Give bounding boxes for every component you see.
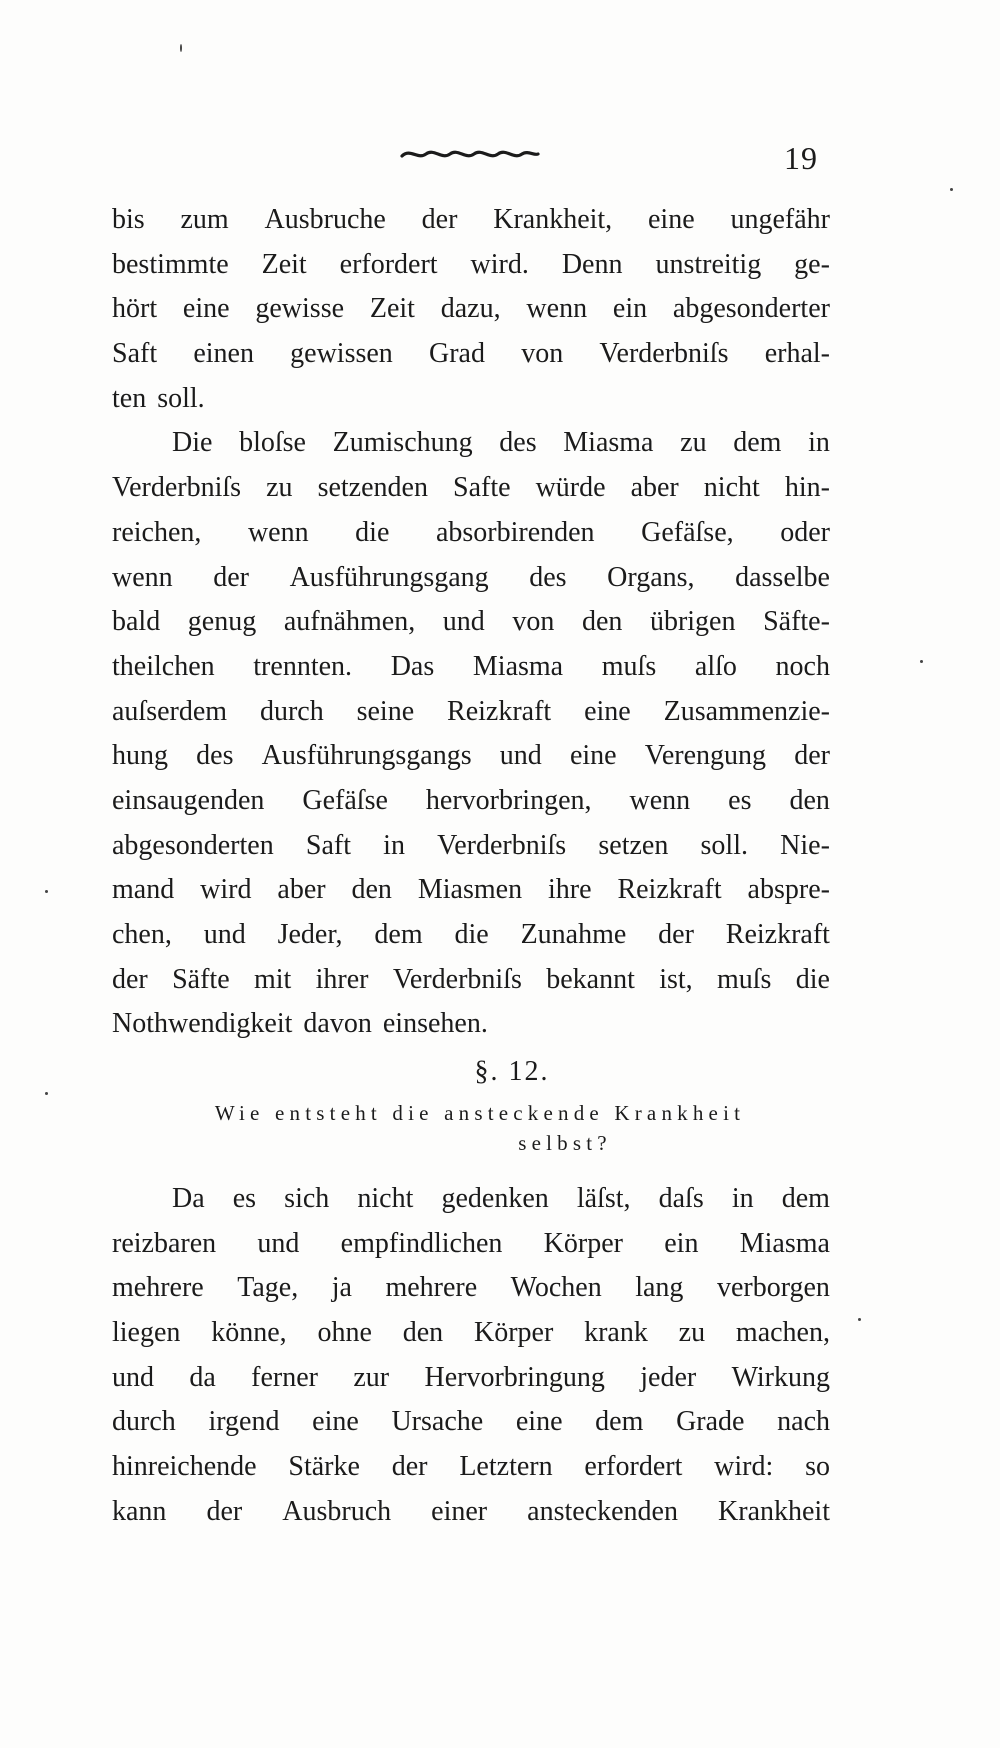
word: so xyxy=(805,1451,830,1483)
word: und xyxy=(203,919,246,950)
word: Organs, xyxy=(607,561,695,593)
word: Wochen xyxy=(510,1272,602,1304)
word: von xyxy=(521,338,564,370)
scan-speck xyxy=(180,44,182,52)
word: gedenken xyxy=(441,1183,549,1214)
word: wird: xyxy=(714,1451,774,1483)
word: trennten. xyxy=(253,650,353,682)
word: Gefäſse xyxy=(302,784,388,816)
word: des xyxy=(196,740,234,772)
word: Hervorbringung xyxy=(424,1361,605,1393)
text-line xyxy=(112,198,830,243)
word: mehrere xyxy=(385,1272,478,1304)
word: bekannt xyxy=(546,963,635,995)
word: zu xyxy=(678,1317,706,1349)
word: und xyxy=(442,606,485,638)
word: Tage, xyxy=(237,1272,299,1304)
scan-speck xyxy=(45,890,48,893)
word: Zeit xyxy=(261,248,307,280)
word: Zunahme xyxy=(520,919,627,950)
word: der xyxy=(658,919,694,950)
paragraph-block-bottom xyxy=(112,1177,830,1535)
word: die xyxy=(795,963,830,995)
word: verborgen xyxy=(716,1272,830,1304)
word: Säfte- xyxy=(763,606,830,638)
word: Miasmen xyxy=(417,874,523,906)
word: und xyxy=(499,740,542,772)
paragraph-block-top xyxy=(112,198,830,1047)
word: mit xyxy=(253,963,292,995)
word: eine xyxy=(515,1406,563,1438)
word: reichen, xyxy=(112,516,202,548)
word: und xyxy=(257,1227,300,1259)
text-line xyxy=(112,824,830,869)
word: ein xyxy=(664,1227,699,1259)
text-line xyxy=(112,1222,830,1267)
word: zum xyxy=(180,204,229,235)
word: mehrere xyxy=(112,1272,204,1304)
word: aber xyxy=(277,874,326,906)
word: hört xyxy=(112,293,158,325)
word: abgesonderter xyxy=(672,293,830,325)
word: ist, xyxy=(659,963,693,995)
word: Safte xyxy=(453,472,511,504)
scan-speck xyxy=(858,1318,861,1321)
word: da xyxy=(189,1361,216,1393)
word: einsehen. xyxy=(382,1008,488,1040)
word: zur xyxy=(353,1361,390,1393)
word: hin- xyxy=(784,472,830,504)
word: Grad xyxy=(429,338,485,370)
word: unstreitig xyxy=(655,248,762,280)
word: Säfte xyxy=(172,963,230,995)
word: chen, xyxy=(112,919,172,950)
word: es xyxy=(728,784,752,816)
word: nicht xyxy=(357,1183,414,1214)
word: nicht xyxy=(703,472,760,504)
word: setzen xyxy=(598,829,669,861)
text-line xyxy=(112,287,830,332)
word: davon xyxy=(303,1008,372,1040)
text-line xyxy=(112,958,830,1003)
word: Da xyxy=(172,1183,205,1214)
text-line xyxy=(112,421,830,466)
word: aber xyxy=(630,472,679,504)
word: ten xyxy=(112,382,147,414)
word: Nie- xyxy=(780,829,830,861)
word: Saft xyxy=(112,338,158,370)
word: seine xyxy=(356,695,415,727)
text-line xyxy=(112,645,830,690)
word: übrigen xyxy=(649,606,736,638)
word: muſs xyxy=(716,963,772,995)
word: muſs xyxy=(601,650,657,682)
text-line xyxy=(112,377,830,422)
word: ein xyxy=(612,293,648,325)
word: von xyxy=(512,606,555,638)
word: wenn xyxy=(629,784,691,816)
word: dazu, xyxy=(440,293,501,325)
word: soll. xyxy=(700,829,748,861)
section-title-line-2: selbst? xyxy=(518,1131,612,1155)
scan-speck xyxy=(45,1092,48,1095)
text-line xyxy=(112,466,830,511)
word: alſo xyxy=(694,650,737,682)
text-line xyxy=(112,868,830,913)
word: ja xyxy=(331,1272,352,1304)
word: dem xyxy=(781,1183,830,1214)
word: reizbaren xyxy=(112,1227,217,1259)
word: hinreichende xyxy=(112,1451,257,1483)
text-line xyxy=(112,243,830,288)
word: einsaugenden xyxy=(112,784,265,816)
word: gewisse xyxy=(255,293,345,325)
text-line xyxy=(112,779,830,824)
word: Jeder, xyxy=(277,919,343,950)
word: den xyxy=(351,874,392,906)
word: und xyxy=(112,1361,154,1393)
word: Grade xyxy=(676,1406,745,1438)
text-line xyxy=(112,1445,830,1490)
text-line xyxy=(112,600,830,645)
word: bestimmte xyxy=(112,248,229,280)
word: durch xyxy=(112,1406,176,1438)
word: Zusammenzie- xyxy=(663,695,830,727)
word: würde xyxy=(535,472,606,504)
word: wird. xyxy=(470,248,529,280)
word: theilchen xyxy=(112,650,215,682)
word: ansteckenden xyxy=(527,1495,678,1527)
word: Reizkraft xyxy=(447,695,552,727)
word: in xyxy=(731,1183,754,1214)
word: Saft xyxy=(305,829,351,861)
word: in xyxy=(808,427,830,459)
word: Verderbniſs xyxy=(112,472,242,504)
word: des xyxy=(529,561,567,593)
section-title-line-1: Wie entsteht die ansteckende Krankheit xyxy=(214,1101,746,1125)
text-line xyxy=(112,1356,830,1401)
word: bloſse xyxy=(239,427,306,459)
text-line xyxy=(112,734,830,779)
word: absorbirenden xyxy=(435,516,595,548)
ornament-rule xyxy=(400,146,540,162)
word: läſst, xyxy=(576,1183,631,1214)
word: ge- xyxy=(794,248,830,280)
word: Letztern xyxy=(459,1451,553,1483)
word: Krankheit xyxy=(718,1495,830,1527)
word: oder xyxy=(780,516,830,548)
text-line xyxy=(112,556,830,601)
text-line xyxy=(112,1177,830,1222)
word: kann xyxy=(112,1495,167,1527)
word: zu xyxy=(680,427,707,459)
text-line xyxy=(112,1400,830,1445)
word: eine xyxy=(312,1406,359,1438)
word: lang xyxy=(635,1272,684,1304)
text-line xyxy=(112,332,830,377)
word: setzenden xyxy=(317,472,428,504)
word: der xyxy=(206,1495,243,1527)
word: Miasma xyxy=(739,1227,830,1259)
word: den xyxy=(789,784,830,816)
text-line xyxy=(112,913,830,958)
word: noch xyxy=(775,650,830,682)
word: eine xyxy=(648,204,695,235)
word: einer xyxy=(431,1495,488,1527)
word: eine xyxy=(569,740,617,772)
word: zu xyxy=(266,472,293,504)
word: ihre xyxy=(548,874,592,906)
word: der xyxy=(391,1451,428,1483)
word: der xyxy=(213,561,249,593)
word: Das xyxy=(390,650,435,682)
word: wenn xyxy=(112,561,173,593)
word: einen xyxy=(193,338,254,370)
word: Körper xyxy=(543,1227,623,1259)
word: empfindlichen xyxy=(340,1227,503,1259)
text-line xyxy=(112,690,830,735)
word: es xyxy=(232,1183,257,1214)
word: Wirkung xyxy=(731,1361,830,1393)
word: abspre- xyxy=(747,874,830,906)
word: Gefäſse, xyxy=(641,516,734,548)
word: Miasma xyxy=(472,650,564,682)
word: könne, xyxy=(211,1317,287,1349)
word: hung xyxy=(112,740,168,772)
word: Ursache xyxy=(391,1406,484,1438)
word: wird xyxy=(200,874,252,906)
word: nach xyxy=(777,1406,830,1438)
word: genug xyxy=(187,606,257,638)
word: des xyxy=(499,427,537,459)
word: Denn xyxy=(561,248,623,280)
word: Verderbniſs xyxy=(437,829,567,861)
word: dem xyxy=(595,1406,644,1438)
word: Körper xyxy=(473,1317,554,1349)
word: wenn xyxy=(526,293,588,325)
word: mand xyxy=(112,874,175,906)
page-number: 19 xyxy=(784,140,818,176)
word: Ausführungsgang xyxy=(289,561,489,593)
word: Verengung xyxy=(644,740,767,772)
word: erhal- xyxy=(764,338,830,370)
word: ihrer xyxy=(315,963,369,995)
text-line xyxy=(112,1311,830,1356)
section-mark: §. 12. xyxy=(474,1056,550,1087)
word: dem xyxy=(374,919,423,950)
word: dasselbe xyxy=(735,561,830,593)
scan-speck xyxy=(920,660,923,663)
word: den xyxy=(581,606,623,638)
word: ungefähr xyxy=(730,204,830,235)
word: durch xyxy=(259,695,324,727)
word: abgesonderten xyxy=(112,829,274,861)
word: Krankheit, xyxy=(493,204,613,235)
word: Stärke xyxy=(288,1451,360,1483)
text-line xyxy=(112,1266,830,1311)
word: eine xyxy=(584,695,631,727)
word: erfordert xyxy=(584,1451,683,1483)
word: soll. xyxy=(157,382,205,414)
word: die xyxy=(355,516,390,548)
word: auſserdem xyxy=(112,695,228,727)
word: eine xyxy=(182,293,230,325)
word: daſs xyxy=(658,1183,704,1214)
word: der xyxy=(112,963,148,995)
word: liegen xyxy=(112,1317,181,1349)
word: sich xyxy=(284,1183,330,1214)
word: Ausführungsgangs xyxy=(261,740,472,772)
word: dem xyxy=(733,427,782,459)
word: jeder xyxy=(640,1361,697,1393)
word: Verderbniſs xyxy=(392,963,522,995)
text-line xyxy=(112,511,830,556)
word: in xyxy=(383,829,405,861)
word: Reizkraft xyxy=(725,919,830,950)
word: krank xyxy=(584,1317,648,1349)
word: erfordert xyxy=(339,248,438,280)
word: irgend xyxy=(208,1406,280,1438)
section-title xyxy=(140,1098,820,1158)
word: Nothwendigkeit xyxy=(112,1008,293,1040)
word: Ausbruch xyxy=(282,1495,392,1527)
word: machen, xyxy=(735,1317,830,1349)
word: Miasma xyxy=(563,427,654,459)
text-line xyxy=(112,1002,830,1047)
word: bis xyxy=(112,204,145,235)
word: hervorbringen, xyxy=(425,784,592,816)
text-line xyxy=(112,1490,830,1535)
word: ferner xyxy=(251,1361,318,1393)
word: gewissen xyxy=(290,338,393,370)
word: den xyxy=(402,1317,444,1349)
word: aufnähmen, xyxy=(283,606,416,638)
word: Reizkraft xyxy=(617,874,722,906)
word: ohne xyxy=(317,1317,372,1349)
word: Zeit xyxy=(369,293,415,325)
word: Verderbniſs xyxy=(599,338,729,370)
word: Ausbruche xyxy=(264,204,386,235)
word: wenn xyxy=(247,516,309,548)
word: der xyxy=(794,740,830,772)
word: die xyxy=(454,919,489,950)
scan-speck xyxy=(950,188,953,191)
word: bald xyxy=(112,606,161,638)
word: Die xyxy=(172,427,213,459)
word: der xyxy=(421,204,458,235)
word: Zumischung xyxy=(332,427,473,459)
